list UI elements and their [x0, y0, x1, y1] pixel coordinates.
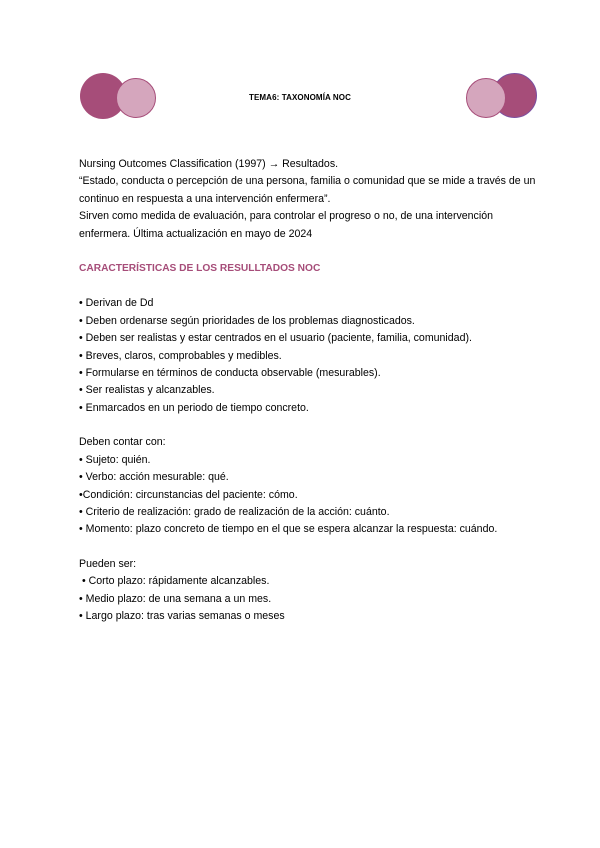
section-title: CARACTERÍSTICAS DE LOS RESULLTADOS NOC	[79, 263, 321, 275]
list-item: • Largo plazo: tras varias semanas o meses	[79, 609, 285, 622]
list-item: • Breves, claros, comprobables y medibles.	[79, 349, 282, 362]
list-item: • Verbo: acción mesurable: qué.	[79, 471, 229, 484]
list-item: • Formularse en términos de conducta observable (mesurables).	[79, 367, 381, 380]
list-item: • Deben ordenarse según prioridades de los problemas diagnosticados.	[79, 314, 415, 327]
definition-quote: “Estado, conducta o percepción de una persona, familia o comunidad que se mide a través de un continuo en respuesta a una intervención enfermera”.	[79, 175, 536, 205]
list-item: • Corto plazo: rápidamente alcanzables.	[79, 575, 270, 588]
purpose-text: Sirven como medida de evaluación, para controlar el progreso o no, de una intervención enfermera. Última actualización en mayo de 2024	[79, 210, 493, 240]
list-item: • Sujeto: quién.	[79, 453, 151, 466]
intro-line: Nursing Outcomes Classification (1997) → Resultados.	[79, 158, 339, 170]
list-item: • Enmarcados en un periodo de tiempo concreto.	[79, 401, 309, 414]
list-item: • Criterio de realización: grado de realización de la acción: cuánto.	[79, 505, 390, 518]
list-item: • Medio plazo: de una semana a un mes.	[79, 592, 272, 605]
page-title: TEMA6: TAXONOMÍA NOC	[249, 93, 351, 102]
document-body	[79, 156, 539, 625]
list-item: • Momento: plazo concreto de tiempo en el que se espera alcanzar la respuesta: cuándo.	[79, 523, 498, 536]
list-item: • Derivan de Dd	[79, 297, 154, 310]
list-item: •Condición: circunstancias del paciente: cómo.	[79, 488, 298, 501]
list-item: • Ser realistas y alcanzables.	[79, 384, 215, 397]
must-contain-heading: Deben contar con:	[79, 436, 166, 449]
types-heading: Pueden ser:	[79, 557, 137, 570]
list-item: • Deben ser realistas y estar centrados en el usuario (paciente, familia, comunidad).	[79, 332, 472, 345]
